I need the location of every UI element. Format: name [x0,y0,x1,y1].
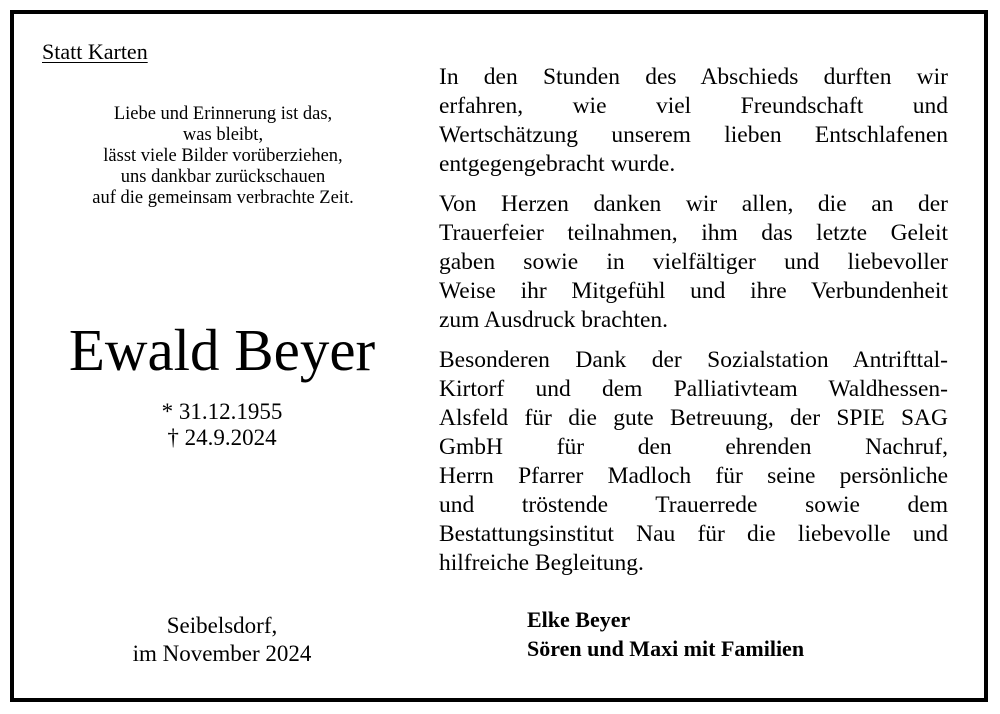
text-line: Herrn Pfarrer Madloch für seine persönliche [439,463,948,489]
date: im November 2024 [132,641,312,666]
birth-date: * 31.12.1955 [161,399,283,424]
text-line: GmbH für den ehrenden Nachruf, [439,434,948,460]
thank-you-text [439,63,948,589]
deceased-name: Ewald Beyer [68,317,376,383]
paragraph-2 [439,190,948,335]
signature-line-1: Elke Beyer [527,607,631,632]
poem-line: was bleibt, [182,125,264,145]
text-line: Wertschätzung unserem lieben Entschlafenen [439,122,948,148]
life-dates [22,399,422,451]
text-line: Von Herzen danken wir allen, die an der [439,191,948,217]
text-line: erfahren, wie viel Freundschaft und [439,93,948,119]
text-line: Trauerfeier teilnahmen, ihm das letzte Geleit [439,220,948,246]
text-line: gaben sowie in vielfältiger und liebevoller [439,249,948,275]
poem-line: auf die gemeinsam verbrachte Zeit. [92,188,354,208]
place-and-date [22,612,422,668]
signature-line-2: Sören und Maxi mit Familien [527,636,805,661]
text-line: und tröstende Trauerrede sowie dem [439,492,948,518]
paragraph-1 [439,63,948,179]
poem-line: lässt viele Bilder vorüberziehen, [103,146,343,166]
text-line: Kirtorf und dem Palliativteam Waldhessen- [439,376,948,402]
poem-line: uns dankbar zurückschauen [120,167,326,187]
poem-line: Liebe und Erinnerung ist das, [113,104,333,124]
text-line: hilfreiche Begleitung. [439,550,644,576]
text-line: Bestattungsinstitut Nau für die liebevolle und [439,521,948,547]
text-line: Besonderen Dank der Sozialstation Antrifttal- [439,347,948,373]
death-date: † 24.9.2024 [167,425,277,450]
memorial-poem [40,104,406,209]
place: Seibelsdorf, [166,613,278,638]
text-line: entgegengebracht wurde. [439,151,676,177]
statt-karten-heading: Statt Karten [42,39,148,64]
text-line: Alsfeld für die gute Betreuung, der SPIE SAG [439,405,948,431]
paragraph-3 [439,346,948,578]
text-line: In den Stunden des Abschieds durften wir [439,64,948,90]
text-line: zum Ausdruck brachten. [439,307,669,333]
text-line: Weise ihr Mitgefühl und ihre Verbundenheit [439,278,948,304]
signature [527,605,804,663]
